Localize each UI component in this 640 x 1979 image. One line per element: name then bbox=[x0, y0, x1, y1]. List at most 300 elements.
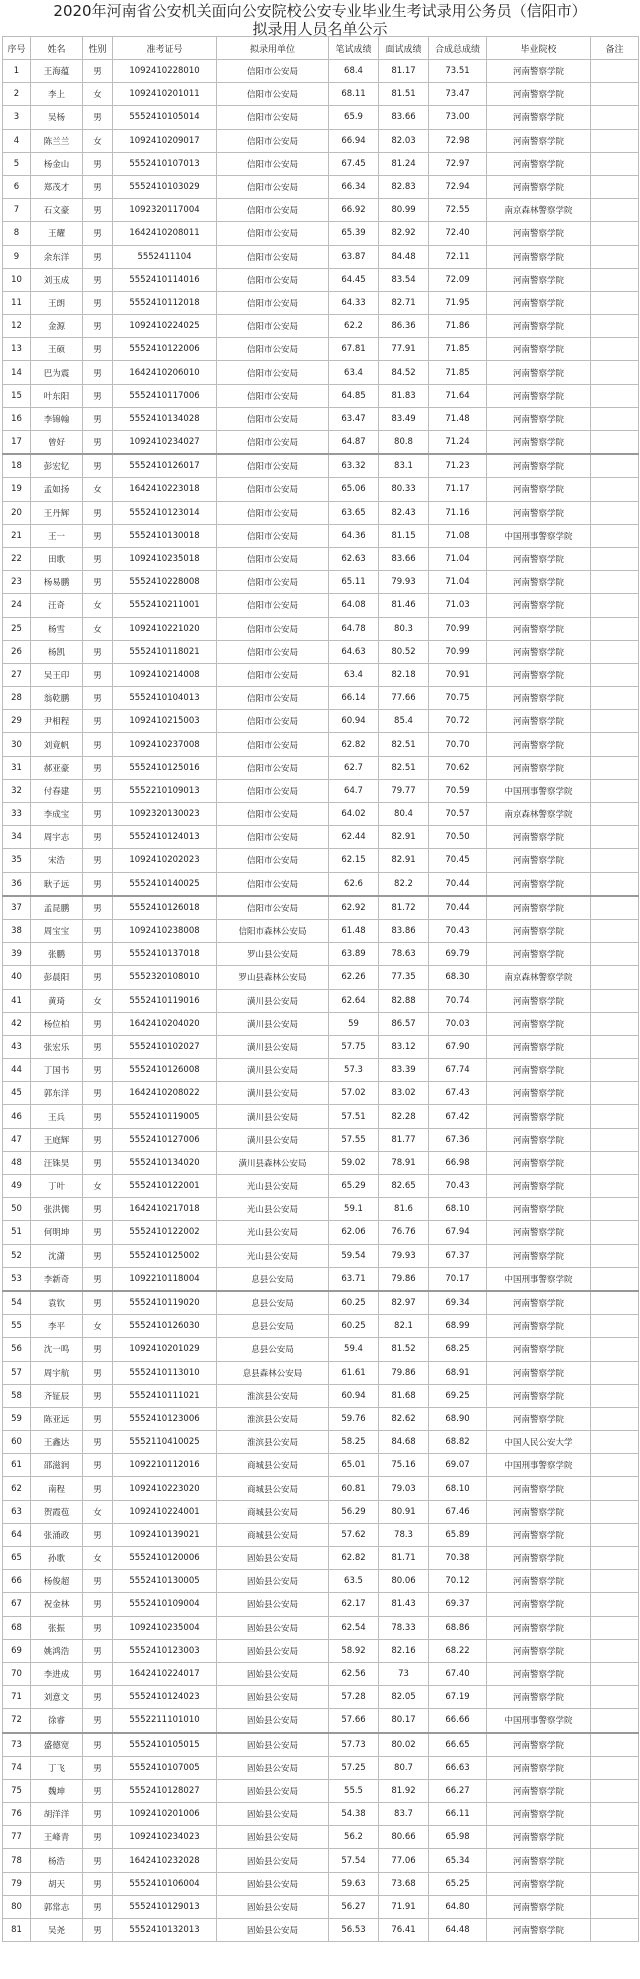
table-row bbox=[3, 1547, 639, 1570]
cell-index: 67 bbox=[3, 1593, 31, 1616]
cell-name: 陈亚远 bbox=[31, 1407, 83, 1430]
cell-exam-id: 5552410118021 bbox=[113, 640, 217, 663]
cell-interview-score: 86.57 bbox=[379, 1012, 429, 1035]
cell-written-score: 62.15 bbox=[329, 849, 379, 872]
cell-unit: 信阳市公安局 bbox=[217, 803, 329, 826]
cell-school: 河南警察学院 bbox=[487, 338, 591, 361]
cell-interview-score: 83.39 bbox=[379, 1059, 429, 1082]
cell-unit: 淮滨县公安局 bbox=[217, 1431, 329, 1454]
cell-unit: 固始县公安局 bbox=[217, 1616, 329, 1639]
cell-remarks bbox=[591, 1128, 639, 1151]
cell-gender: 男 bbox=[83, 1523, 113, 1546]
cell-school: 河南警察学院 bbox=[487, 1872, 591, 1895]
cell-exam-id: 1092410237008 bbox=[113, 733, 217, 756]
cell-total-score: 69.07 bbox=[429, 1454, 487, 1477]
cell-interview-score: 80.99 bbox=[379, 199, 429, 222]
cell-interview-score: 81.6 bbox=[379, 1198, 429, 1221]
cell-exam-id: 1092410201029 bbox=[113, 1338, 217, 1361]
header-unit: 拟录用单位 bbox=[217, 37, 329, 60]
cell-total-score: 69.34 bbox=[429, 1291, 487, 1315]
cell-remarks bbox=[591, 1500, 639, 1523]
cell-gender: 男 bbox=[83, 640, 113, 663]
cell-index: 13 bbox=[3, 338, 31, 361]
cell-unit: 商城县公安局 bbox=[217, 1454, 329, 1477]
cell-total-score: 68.86 bbox=[429, 1616, 487, 1639]
cell-remarks bbox=[591, 431, 639, 455]
table-row bbox=[3, 106, 639, 129]
cell-exam-id: 5552410228008 bbox=[113, 571, 217, 594]
table-row bbox=[3, 1779, 639, 1802]
cell-unit: 信阳市公安局 bbox=[217, 454, 329, 478]
cell-name: 孟昆鹏 bbox=[31, 896, 83, 920]
cell-written-score: 59.63 bbox=[329, 1872, 379, 1895]
roster-table bbox=[2, 36, 639, 1942]
cell-written-score: 64.87 bbox=[329, 431, 379, 455]
cell-school: 中国刑事警察学院 bbox=[487, 1709, 591, 1733]
cell-name: 汪奇 bbox=[31, 594, 83, 617]
table-row bbox=[3, 524, 639, 547]
cell-unit: 信阳市公安局 bbox=[217, 594, 329, 617]
table-row bbox=[3, 826, 639, 849]
cell-index: 40 bbox=[3, 966, 31, 989]
cell-unit: 潢川县公安局 bbox=[217, 1059, 329, 1082]
cell-exam-id: 5552410122002 bbox=[113, 1221, 217, 1244]
cell-school: 河南警察学院 bbox=[487, 1198, 591, 1221]
cell-index: 69 bbox=[3, 1639, 31, 1662]
cell-written-score: 64.7 bbox=[329, 779, 379, 802]
cell-remarks bbox=[591, 1919, 639, 1942]
table-row bbox=[3, 1895, 639, 1918]
cell-name: 姚鸿浩 bbox=[31, 1639, 83, 1662]
cell-unit: 信阳市公安局 bbox=[217, 361, 329, 384]
cell-name: 杨位柏 bbox=[31, 1012, 83, 1035]
cell-index: 25 bbox=[3, 617, 31, 640]
cell-interview-score: 84.52 bbox=[379, 361, 429, 384]
cell-gender: 男 bbox=[83, 268, 113, 291]
cell-written-score: 60.25 bbox=[329, 1315, 379, 1338]
cell-interview-score: 82.83 bbox=[379, 175, 429, 198]
cell-unit: 信阳市公安局 bbox=[217, 872, 329, 896]
cell-school: 河南警察学院 bbox=[487, 943, 591, 966]
cell-interview-score: 81.24 bbox=[379, 152, 429, 175]
header-total-score: 合成总成绩 bbox=[429, 37, 487, 60]
cell-index: 47 bbox=[3, 1128, 31, 1151]
cell-unit: 商城县公安局 bbox=[217, 1477, 329, 1500]
cell-total-score: 69.37 bbox=[429, 1593, 487, 1616]
cell-unit: 商城县公安局 bbox=[217, 1523, 329, 1546]
cell-gender: 男 bbox=[83, 106, 113, 129]
cell-written-score: 57.3 bbox=[329, 1059, 379, 1082]
cell-school: 河南警察学院 bbox=[487, 1291, 591, 1315]
cell-unit: 信阳市公安局 bbox=[217, 245, 329, 268]
cell-gender: 女 bbox=[83, 478, 113, 501]
table-row bbox=[3, 129, 639, 152]
cell-name: 徐睿 bbox=[31, 1709, 83, 1733]
cell-remarks bbox=[591, 849, 639, 872]
cell-remarks bbox=[591, 1849, 639, 1872]
cell-index: 1 bbox=[3, 60, 31, 83]
cell-interview-score: 83.02 bbox=[379, 1082, 429, 1105]
cell-school: 河南警察学院 bbox=[487, 1756, 591, 1779]
cell-remarks bbox=[591, 872, 639, 896]
cell-unit: 信阳市公安局 bbox=[217, 687, 329, 710]
table-row bbox=[3, 1500, 639, 1523]
cell-interview-score: 71.91 bbox=[379, 1895, 429, 1918]
cell-name: 王峰青 bbox=[31, 1826, 83, 1849]
cell-interview-score: 75.16 bbox=[379, 1454, 429, 1477]
cell-exam-id: 1092410223020 bbox=[113, 1477, 217, 1500]
table-row bbox=[3, 1361, 639, 1384]
table-row bbox=[3, 896, 639, 920]
cell-exam-id: 5552410123003 bbox=[113, 1639, 217, 1662]
cell-name: 胡洋洋 bbox=[31, 1803, 83, 1826]
table-row bbox=[3, 245, 639, 268]
cell-school: 南京森林警察学院 bbox=[487, 803, 591, 826]
cell-gender: 男 bbox=[83, 175, 113, 198]
header-school: 毕业院校 bbox=[487, 37, 591, 60]
cell-index: 68 bbox=[3, 1616, 31, 1639]
cell-interview-score: 82.1 bbox=[379, 1315, 429, 1338]
cell-index: 33 bbox=[3, 803, 31, 826]
cell-gender: 男 bbox=[83, 361, 113, 384]
cell-school: 河南警察学院 bbox=[487, 1639, 591, 1662]
cell-unit: 光山县公安局 bbox=[217, 1175, 329, 1198]
cell-interview-score: 82.51 bbox=[379, 733, 429, 756]
cell-school: 河南警察学院 bbox=[487, 431, 591, 455]
cell-school: 河南警察学院 bbox=[487, 640, 591, 663]
cell-name: 汪铢昊 bbox=[31, 1151, 83, 1174]
cell-written-score: 56.2 bbox=[329, 1826, 379, 1849]
cell-exam-id: 1642410223018 bbox=[113, 478, 217, 501]
cell-school: 河南警察学院 bbox=[487, 663, 591, 686]
cell-gender: 男 bbox=[83, 849, 113, 872]
cell-written-score: 64.02 bbox=[329, 803, 379, 826]
cell-school: 河南警察学院 bbox=[487, 175, 591, 198]
cell-index: 37 bbox=[3, 896, 31, 920]
cell-interview-score: 81.83 bbox=[379, 384, 429, 407]
cell-gender: 男 bbox=[83, 1384, 113, 1407]
cell-exam-id: 1092410201006 bbox=[113, 1803, 217, 1826]
cell-remarks bbox=[591, 1733, 639, 1757]
cell-total-score: 66.66 bbox=[429, 1709, 487, 1733]
cell-remarks bbox=[591, 152, 639, 175]
cell-remarks bbox=[591, 640, 639, 663]
cell-interview-score: 82.43 bbox=[379, 501, 429, 524]
cell-school: 中国刑事警察学院 bbox=[487, 779, 591, 802]
cell-written-score: 62.92 bbox=[329, 896, 379, 920]
cell-interview-score: 82.97 bbox=[379, 1291, 429, 1315]
cell-written-score: 58.92 bbox=[329, 1639, 379, 1662]
cell-name: 刘竟帆 bbox=[31, 733, 83, 756]
cell-interview-score: 80.4 bbox=[379, 803, 429, 826]
cell-remarks bbox=[591, 245, 639, 268]
header-exam-id: 准考证号 bbox=[113, 37, 217, 60]
cell-total-score: 66.63 bbox=[429, 1756, 487, 1779]
cell-index: 75 bbox=[3, 1779, 31, 1802]
cell-written-score: 60.25 bbox=[329, 1291, 379, 1315]
cell-exam-id: 1642410208022 bbox=[113, 1082, 217, 1105]
cell-written-score: 64.63 bbox=[329, 640, 379, 663]
cell-interview-score: 83.54 bbox=[379, 268, 429, 291]
cell-total-score: 70.91 bbox=[429, 663, 487, 686]
cell-interview-score: 80.17 bbox=[379, 1709, 429, 1733]
table-row bbox=[3, 1477, 639, 1500]
cell-written-score: 57.66 bbox=[329, 1709, 379, 1733]
cell-exam-id: 5552410128027 bbox=[113, 1779, 217, 1802]
cell-unit: 信阳市公安局 bbox=[217, 175, 329, 198]
table-row bbox=[3, 478, 639, 501]
cell-total-score: 70.70 bbox=[429, 733, 487, 756]
cell-unit: 信阳市公安局 bbox=[217, 315, 329, 338]
cell-exam-id: 1642410208011 bbox=[113, 222, 217, 245]
cell-gender: 男 bbox=[83, 919, 113, 942]
cell-total-score: 67.46 bbox=[429, 1500, 487, 1523]
cell-name: 丁飞 bbox=[31, 1756, 83, 1779]
table-row bbox=[3, 1709, 639, 1733]
cell-remarks bbox=[591, 1175, 639, 1198]
cell-gender: 男 bbox=[83, 245, 113, 268]
cell-gender: 男 bbox=[83, 1244, 113, 1267]
cell-remarks bbox=[591, 1267, 639, 1291]
cell-written-score: 68.4 bbox=[329, 60, 379, 83]
cell-written-score: 65.9 bbox=[329, 106, 379, 129]
cell-written-score: 56.29 bbox=[329, 1500, 379, 1523]
cell-exam-id: 5552410111021 bbox=[113, 1384, 217, 1407]
table-row bbox=[3, 361, 639, 384]
document-title bbox=[0, 0, 640, 36]
cell-gender: 男 bbox=[83, 60, 113, 83]
cell-written-score: 64.45 bbox=[329, 268, 379, 291]
cell-total-score: 72.98 bbox=[429, 129, 487, 152]
cell-school: 河南警察学院 bbox=[487, 1662, 591, 1685]
cell-unit: 信阳市公安局 bbox=[217, 663, 329, 686]
cell-exam-id: 5552410126030 bbox=[113, 1315, 217, 1338]
cell-total-score: 67.94 bbox=[429, 1221, 487, 1244]
table-row bbox=[3, 640, 639, 663]
cell-written-score: 68.11 bbox=[329, 83, 379, 106]
cell-school: 河南警察学院 bbox=[487, 1059, 591, 1082]
cell-index: 17 bbox=[3, 431, 31, 455]
cell-total-score: 66.65 bbox=[429, 1733, 487, 1757]
cell-index: 58 bbox=[3, 1384, 31, 1407]
table-row bbox=[3, 1919, 639, 1942]
cell-written-score: 65.06 bbox=[329, 478, 379, 501]
cell-name: 杨易鹏 bbox=[31, 571, 83, 594]
cell-total-score: 68.10 bbox=[429, 1198, 487, 1221]
table-row bbox=[3, 1756, 639, 1779]
cell-written-score: 64.33 bbox=[329, 291, 379, 314]
cell-interview-score: 82.88 bbox=[379, 989, 429, 1012]
cell-school: 河南警察学院 bbox=[487, 222, 591, 245]
cell-exam-id: 1092410201011 bbox=[113, 83, 217, 106]
cell-exam-id: 5552410132013 bbox=[113, 1919, 217, 1942]
cell-school: 河南警察学院 bbox=[487, 1384, 591, 1407]
table-row bbox=[3, 1105, 639, 1128]
cell-interview-score: 82.03 bbox=[379, 129, 429, 152]
cell-index: 23 bbox=[3, 571, 31, 594]
cell-exam-id: 5552410120006 bbox=[113, 1547, 217, 1570]
cell-school: 河南警察学院 bbox=[487, 501, 591, 524]
cell-unit: 光山县公安局 bbox=[217, 1198, 329, 1221]
cell-index: 19 bbox=[3, 478, 31, 501]
cell-remarks bbox=[591, 756, 639, 779]
table-row bbox=[3, 1059, 639, 1082]
cell-name: 何明坤 bbox=[31, 1221, 83, 1244]
cell-unit: 信阳市公安局 bbox=[217, 129, 329, 152]
cell-interview-score: 82.92 bbox=[379, 222, 429, 245]
cell-written-score: 65.39 bbox=[329, 222, 379, 245]
cell-school: 河南警察学院 bbox=[487, 1221, 591, 1244]
table-row bbox=[3, 1012, 639, 1035]
cell-school: 河南警察学院 bbox=[487, 152, 591, 175]
cell-written-score: 66.14 bbox=[329, 687, 379, 710]
cell-exam-id: 1642410204020 bbox=[113, 1012, 217, 1035]
cell-written-score: 57.54 bbox=[329, 1849, 379, 1872]
cell-school: 河南警察学院 bbox=[487, 1035, 591, 1058]
cell-total-score: 71.64 bbox=[429, 384, 487, 407]
cell-name: 丁国书 bbox=[31, 1059, 83, 1082]
cell-remarks bbox=[591, 803, 639, 826]
cell-written-score: 66.34 bbox=[329, 175, 379, 198]
table-row bbox=[3, 222, 639, 245]
table-row bbox=[3, 83, 639, 106]
cell-unit: 信阳市公安局 bbox=[217, 571, 329, 594]
cell-interview-score: 83.1 bbox=[379, 454, 429, 478]
cell-gender: 男 bbox=[83, 943, 113, 966]
cell-gender: 男 bbox=[83, 199, 113, 222]
cell-unit: 商城县公安局 bbox=[217, 1500, 329, 1523]
cell-name: 王兵 bbox=[31, 1105, 83, 1128]
cell-index: 28 bbox=[3, 687, 31, 710]
cell-school: 河南警察学院 bbox=[487, 1826, 591, 1849]
cell-written-score: 61.61 bbox=[329, 1361, 379, 1384]
table-row bbox=[3, 407, 639, 430]
cell-name: 杨雪 bbox=[31, 617, 83, 640]
cell-written-score: 57.02 bbox=[329, 1082, 379, 1105]
cell-name: 宋浩 bbox=[31, 849, 83, 872]
cell-interview-score: 73.68 bbox=[379, 1872, 429, 1895]
table-row bbox=[3, 1267, 639, 1291]
cell-unit: 信阳市公安局 bbox=[217, 407, 329, 430]
cell-remarks bbox=[591, 291, 639, 314]
cell-written-score: 60.94 bbox=[329, 1384, 379, 1407]
cell-exam-id: 5552410114016 bbox=[113, 268, 217, 291]
cell-remarks bbox=[591, 1035, 639, 1058]
cell-name: 胡天 bbox=[31, 1872, 83, 1895]
table-row bbox=[3, 803, 639, 826]
cell-unit: 信阳市公安局 bbox=[217, 826, 329, 849]
cell-unit: 固始县公安局 bbox=[217, 1686, 329, 1709]
cell-written-score: 64.08 bbox=[329, 594, 379, 617]
cell-written-score: 56.27 bbox=[329, 1895, 379, 1918]
cell-unit: 信阳市公安局 bbox=[217, 222, 329, 245]
cell-name: 杨浩 bbox=[31, 1849, 83, 1872]
cell-interview-score: 80.91 bbox=[379, 1500, 429, 1523]
header-remarks: 备注 bbox=[591, 37, 639, 60]
table-header-row bbox=[3, 37, 639, 60]
table-row bbox=[3, 268, 639, 291]
header-index: 序号 bbox=[3, 37, 31, 60]
cell-gender: 男 bbox=[83, 826, 113, 849]
cell-exam-id: 1642410217018 bbox=[113, 1198, 217, 1221]
cell-index: 12 bbox=[3, 315, 31, 338]
cell-unit: 信阳市公安局 bbox=[217, 733, 329, 756]
cell-total-score: 70.44 bbox=[429, 872, 487, 896]
cell-interview-score: 81.52 bbox=[379, 1338, 429, 1361]
cell-unit: 固始县公安局 bbox=[217, 1570, 329, 1593]
cell-written-score: 63.5 bbox=[329, 1570, 379, 1593]
cell-index: 39 bbox=[3, 943, 31, 966]
cell-school: 河南警察学院 bbox=[487, 1570, 591, 1593]
table-row bbox=[3, 454, 639, 478]
cell-gender: 男 bbox=[83, 1407, 113, 1430]
cell-exam-id: 5552410211001 bbox=[113, 594, 217, 617]
cell-written-score: 62.6 bbox=[329, 872, 379, 896]
table-row bbox=[3, 1872, 639, 1895]
cell-name: 杨凯 bbox=[31, 640, 83, 663]
cell-interview-score: 84.68 bbox=[379, 1431, 429, 1454]
cell-name: 张洪儒 bbox=[31, 1198, 83, 1221]
cell-total-score: 68.10 bbox=[429, 1477, 487, 1500]
cell-unit: 信阳市公安局 bbox=[217, 756, 329, 779]
cell-interview-score: 83.66 bbox=[379, 106, 429, 129]
cell-gender: 男 bbox=[83, 966, 113, 989]
cell-total-score: 70.50 bbox=[429, 826, 487, 849]
cell-unit: 信阳市公安局 bbox=[217, 106, 329, 129]
cell-remarks bbox=[591, 617, 639, 640]
cell-interview-score: 85.4 bbox=[379, 710, 429, 733]
cell-unit: 罗山县森林公安局 bbox=[217, 966, 329, 989]
cell-school: 河南警察学院 bbox=[487, 1151, 591, 1174]
cell-name: 周宇志 bbox=[31, 826, 83, 849]
cell-exam-id: 5552410106004 bbox=[113, 1872, 217, 1895]
cell-exam-id: 5552410122001 bbox=[113, 1175, 217, 1198]
cell-gender: 男 bbox=[83, 431, 113, 455]
cell-exam-id: 5552410140025 bbox=[113, 872, 217, 896]
cell-school: 南京森林警察学院 bbox=[487, 199, 591, 222]
cell-school: 河南警察学院 bbox=[487, 1082, 591, 1105]
cell-total-score: 66.11 bbox=[429, 1803, 487, 1826]
table-row bbox=[3, 872, 639, 896]
cell-name: 孟如扬 bbox=[31, 478, 83, 501]
table-row bbox=[3, 315, 639, 338]
cell-remarks bbox=[591, 1361, 639, 1384]
cell-exam-id: 5552410109004 bbox=[113, 1593, 217, 1616]
cell-unit: 信阳市公安局 bbox=[217, 83, 329, 106]
cell-index: 72 bbox=[3, 1709, 31, 1733]
cell-unit: 固始县公安局 bbox=[217, 1895, 329, 1918]
cell-school: 河南警察学院 bbox=[487, 1593, 591, 1616]
cell-total-score: 70.03 bbox=[429, 1012, 487, 1035]
cell-remarks bbox=[591, 779, 639, 802]
cell-written-score: 60.81 bbox=[329, 1477, 379, 1500]
cell-school: 河南警察学院 bbox=[487, 1244, 591, 1267]
cell-gender: 男 bbox=[83, 803, 113, 826]
cell-interview-score: 79.93 bbox=[379, 571, 429, 594]
cell-unit: 息县公安局 bbox=[217, 1315, 329, 1338]
cell-exam-id: 5552410123014 bbox=[113, 501, 217, 524]
cell-interview-score: 82.71 bbox=[379, 291, 429, 314]
cell-unit: 淮滨县公安局 bbox=[217, 1407, 329, 1430]
cell-school: 河南警察学院 bbox=[487, 919, 591, 942]
table-row bbox=[3, 1686, 639, 1709]
cell-gender: 男 bbox=[83, 1570, 113, 1593]
cell-remarks bbox=[591, 1291, 639, 1315]
cell-written-score: 67.81 bbox=[329, 338, 379, 361]
cell-exam-id: 1092320130023 bbox=[113, 803, 217, 826]
cell-total-score: 65.98 bbox=[429, 1826, 487, 1849]
cell-index: 44 bbox=[3, 1059, 31, 1082]
